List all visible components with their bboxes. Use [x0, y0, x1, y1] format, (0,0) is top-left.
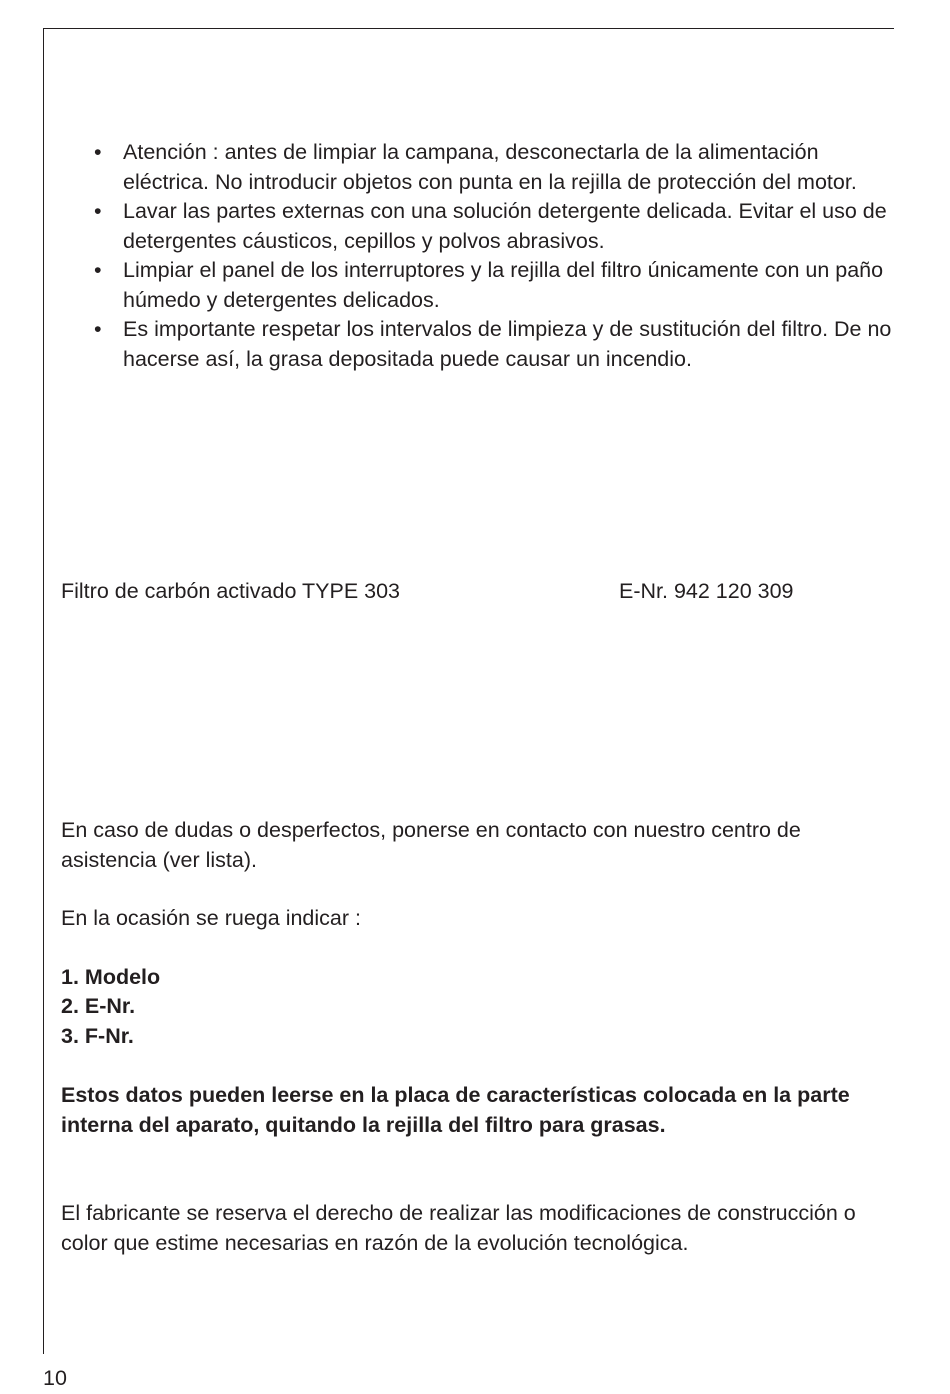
bullet-icon: • [94, 140, 102, 164]
cleaning-note-text: Lavar las partes externas con una solución detergente delicada. Evitar el uso de detergentes cáusticos, cepillos y polvos abrasivos. [123, 199, 887, 253]
required-item: 2. E-Nr. [61, 994, 136, 1018]
accessory-name: Filtro de carbón activado TYPE 303 [61, 579, 401, 603]
bullet-icon: • [94, 258, 102, 282]
cleaning-notes-list [94, 138, 894, 374]
service-contact-text: En caso de dudas o desperfectos, ponerse en contacto con nuestro centro de asistencia (ver lista). [61, 818, 801, 872]
manufacturer-disclaimer: El fabricante se reserva el derecho de realizar las modificaciones de construcción o color que estime necesarias en razón de la evolución tecnológica. [61, 1201, 856, 1255]
cleaning-note [94, 138, 894, 197]
service-indicate-text: En la ocasión se ruega indicar : [61, 906, 361, 930]
cleaning-note-text: Es importante respetar los intervalos de limpieza y de sustitución del filtro. De no hacerse así, la grasa depositada puede causar un incendio. [123, 317, 892, 371]
cleaning-note [94, 315, 894, 374]
required-item: 1. Modelo [61, 965, 161, 989]
cleaning-note-text: Limpiar el panel de los interruptores y la rejilla del filtro únicamente con un paño húmedo y detergentes delicados. [123, 258, 884, 312]
cleaning-note [94, 197, 894, 256]
frame-top-rule [43, 28, 894, 29]
bullet-icon: • [94, 199, 102, 223]
bullet-icon: • [94, 317, 102, 341]
cleaning-note-text: Atención : antes de limpiar la campana, desconectarla de la alimentación eléctrica. No introducir objetos con punta en la rejilla de protección del motor. [123, 140, 857, 194]
accessory-code: E-Nr. 942 120 309 [619, 579, 794, 603]
page-number: 10 [43, 1366, 67, 1390]
cleaning-note [94, 256, 894, 315]
required-item: 3. F-Nr. [61, 1024, 134, 1048]
frame-left-rule [43, 28, 44, 1354]
rating-plate-note: Estos datos pueden leerse en la placa de características colocada en la parte interna del aparato, quitando la rejilla del filtro para grasas. [61, 1083, 850, 1137]
